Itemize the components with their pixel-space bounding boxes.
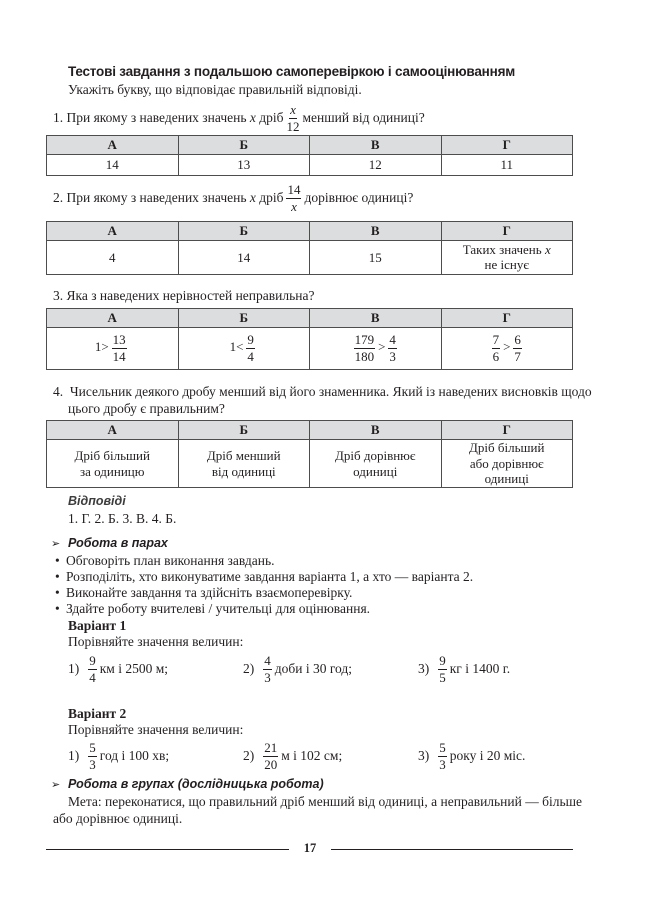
denominator: 4 [89, 669, 96, 685]
option-header-d: Г [441, 421, 573, 440]
item-text: доби і 30 год; [274, 661, 353, 677]
option-header-d: Г [441, 309, 573, 328]
variant-2-title: Варіант 2 [68, 706, 127, 721]
item-number: 1) [68, 748, 80, 764]
numerator: 5 [89, 740, 96, 755]
answer-table-2 [46, 221, 573, 275]
fraction [513, 333, 522, 363]
numerator: 4 [264, 653, 271, 668]
exercise-item [243, 741, 342, 771]
option-b [178, 440, 310, 488]
option-header-b: Б [178, 136, 310, 155]
denominator: 20 [264, 756, 278, 772]
groups-heading [51, 777, 324, 791]
question-number: 4. [53, 384, 64, 399]
denominator: x [291, 198, 297, 214]
numerator: 14 [287, 182, 301, 197]
question-text: дорівнює одиниці? [304, 190, 414, 206]
option-a: 14 [47, 155, 179, 176]
groups-heading-text: Робота в групах (дослідницька робота) [68, 777, 324, 791]
denominator: 4 [247, 349, 254, 364]
list-item: • Розподіліть, хто виконуватиме завдання варіанта 1, а хто — варіанта 2. [66, 569, 473, 585]
answer-table-1 [46, 135, 573, 176]
page-number: 17 [303, 841, 317, 855]
fraction [286, 103, 299, 133]
denominator: 12 [286, 118, 300, 134]
option-b: 14 [178, 241, 310, 275]
option-c [310, 328, 442, 370]
option-header-b: Б [178, 421, 310, 440]
pairs-heading [51, 536, 168, 550]
option-d [441, 440, 573, 488]
denominator: 6 [492, 349, 500, 364]
option-a: 4 [47, 241, 179, 275]
option-text: Дріб більший [74, 447, 150, 463]
answers-label: Відповіді [68, 494, 126, 508]
numerator: x [290, 102, 296, 117]
numerator: 9 [89, 653, 96, 668]
fraction [112, 333, 127, 363]
fraction [388, 333, 397, 363]
question-text: дріб [259, 110, 284, 126]
inequality-sign: > [101, 339, 109, 355]
variable-x: x [249, 110, 256, 126]
option-header-b: Б [178, 309, 310, 328]
option-text: від одиниці [211, 463, 276, 479]
question-text: дріб [259, 190, 284, 206]
fraction [263, 741, 278, 771]
option-d-text: Таких значень [462, 241, 542, 257]
pairs-heading-text: Робота в парах [68, 536, 168, 550]
option-header-b: Б [178, 222, 310, 241]
denominator: 180 [354, 349, 375, 364]
option-header-c: В [310, 136, 442, 155]
question-1 [53, 103, 425, 133]
option-text: Дріб менший [206, 447, 281, 463]
denominator: 7 [514, 349, 521, 364]
item-text: року і 20 міс. [449, 748, 526, 764]
fraction [492, 333, 501, 363]
question-4 [53, 384, 592, 400]
exercise-item [418, 654, 510, 684]
option-header-a: А [47, 421, 179, 440]
groups-goal-line-2: або дорівнює одиниці. [53, 811, 183, 826]
question-text: менший від одиниці? [302, 110, 425, 126]
option-header-a: А [47, 222, 179, 241]
item-text: кг і 1400 г. [449, 661, 511, 677]
question-text: При якому з наведених значень [66, 190, 247, 206]
option-header-d: Г [441, 222, 573, 241]
numerator: 9 [439, 653, 446, 668]
number: 1 [94, 339, 102, 355]
arrow-icon: ➢ [51, 538, 61, 550]
option-text: Дріб більший [469, 440, 545, 456]
item-number: 2) [243, 748, 255, 764]
option-text: за одиницю [80, 463, 145, 479]
numerator: 7 [492, 332, 500, 348]
fraction [438, 654, 447, 684]
item-text: м і 102 см; [281, 748, 343, 764]
arrow-icon: ➢ [51, 779, 61, 791]
denominator: 3 [89, 756, 96, 772]
instruction: Укажіть букву, що відповідає правильній відповіді. [68, 82, 362, 97]
option-header-a: А [47, 309, 179, 328]
item-text: год і 100 хв; [99, 748, 170, 764]
exercise-item [68, 654, 168, 684]
answer-table-3 [46, 308, 573, 370]
inequality-sign: > [378, 339, 386, 355]
question-number: 3. [53, 288, 64, 303]
option-a [47, 440, 179, 488]
numerator: 6 [514, 332, 521, 348]
option-d [441, 241, 573, 275]
item-text: км і 2500 м; [99, 661, 169, 677]
list-item: • Обговоріть план виконання завдань. [66, 553, 275, 569]
option-text: або дорівнює [469, 455, 544, 471]
question-text: Яка з наведених нерівностей неправильна? [66, 288, 315, 303]
question-3 [53, 288, 314, 304]
question-number: 1. [53, 110, 64, 126]
option-header-d: Г [441, 136, 573, 155]
section-title: Тестові завдання з подальшою самоперевіркою і самооцінюванням [68, 64, 516, 79]
denominator: 3 [439, 756, 446, 772]
numerator: 21 [264, 740, 278, 755]
fraction [263, 654, 272, 684]
denominator: 14 [112, 349, 126, 364]
denominator: 5 [439, 669, 446, 685]
question-4-line-2: цього дробу є правильним? [68, 401, 225, 416]
footer-divider-right [331, 849, 573, 850]
option-b: 13 [178, 155, 310, 176]
list-item: • Здайте роботу вчителеві / учительці для оцінювання. [66, 601, 370, 617]
option-header-c: В [310, 309, 442, 328]
option-header-c: В [310, 222, 442, 241]
answers-text: 1. Г. 2. Б. 3. В. 4. Б. [68, 511, 177, 526]
option-d [441, 328, 573, 370]
inequality-sign: > [503, 339, 511, 355]
variant-1-task: Порівняйте значення величин: [68, 634, 244, 649]
option-c: 12 [310, 155, 442, 176]
fraction [88, 654, 97, 684]
fraction [438, 741, 447, 771]
footer-divider-left [46, 849, 289, 850]
groups-goal-line-1: Мета: переконатися, що правильний дріб менший від одиниці, а неправильний — більше [68, 794, 583, 809]
option-d: 11 [441, 155, 573, 176]
option-text: Дріб дорівнює [335, 447, 416, 463]
inequality-sign: < [236, 339, 244, 355]
variable-x: x [249, 190, 256, 206]
item-number: 3) [418, 661, 430, 677]
fraction [286, 183, 301, 213]
item-number: 3) [418, 748, 430, 764]
question-text: Чисельник деякого дробу менший від його знаменника. Який із наведених висновків щодо [69, 384, 592, 399]
numerator: 13 [112, 332, 126, 348]
fraction [246, 333, 255, 363]
numerator: 5 [439, 740, 446, 755]
denominator: 3 [264, 669, 271, 685]
exercise-item [243, 654, 352, 684]
numerator: 4 [389, 332, 396, 348]
numerator: 179 [354, 332, 375, 348]
option-c [310, 440, 442, 488]
option-text: одиниці [484, 471, 529, 487]
option-d-text: не існує [484, 256, 529, 272]
denominator: 3 [389, 349, 396, 364]
question-text: При якому з наведених значень [66, 110, 247, 126]
variable-x: x [544, 241, 551, 257]
option-c: 15 [310, 241, 442, 275]
option-b [178, 328, 310, 370]
question-2 [53, 183, 413, 213]
fraction [88, 741, 97, 771]
option-a [47, 328, 179, 370]
option-header-a: А [47, 136, 179, 155]
item-number: 1) [68, 661, 80, 677]
question-number: 2. [53, 190, 64, 206]
option-header-c: В [310, 421, 442, 440]
answer-table-4 [46, 420, 573, 488]
list-item: • Виконайте завдання та здійсніть взаємоперевірку. [66, 585, 352, 601]
exercise-item [68, 741, 169, 771]
variant-2-task: Порівняйте значення величин: [68, 722, 244, 737]
option-text: одиниці [353, 463, 398, 479]
exercise-item [418, 741, 525, 771]
number: 1 [229, 339, 237, 355]
variant-1-title: Варіант 1 [68, 618, 127, 633]
numerator: 9 [247, 332, 254, 348]
fraction [354, 333, 376, 363]
item-number: 2) [243, 661, 255, 677]
